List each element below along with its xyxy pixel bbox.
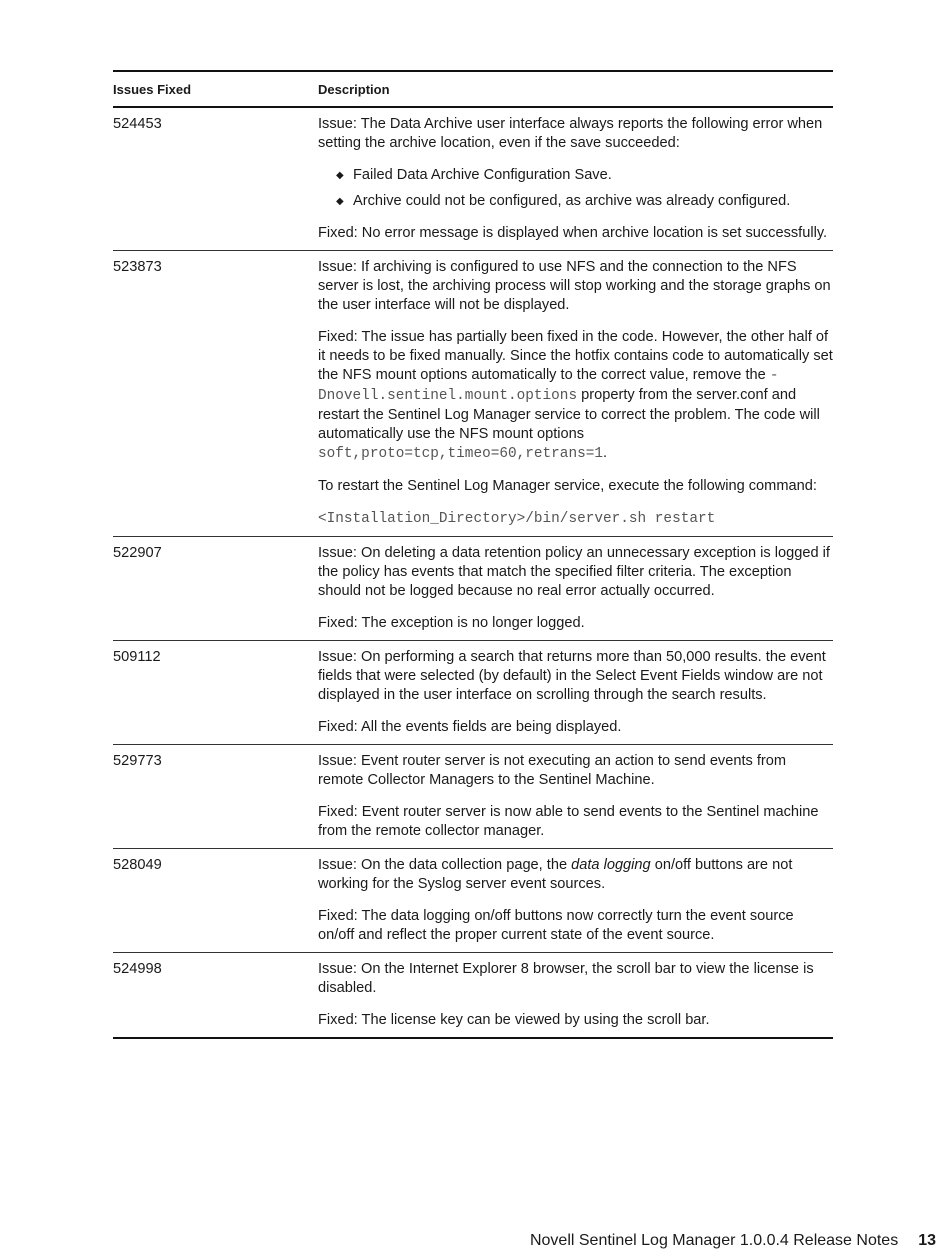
table-row [113,537,833,641]
issue-text: Issue: If archiving is configured to use NFS and the connection to the NFS server is lost, the archiving process will stop working and the storage graphs on the user interface will not be displayed. [318,259,831,313]
issue-description [318,107,833,251]
issue-id: 524453 [113,116,162,132]
table-row [113,107,833,251]
property-code: -Dnovell.sentinel.mount.options [318,368,779,404]
release-notes-page [113,70,833,1039]
page-footer [530,1232,936,1250]
issue-text: Issue: The Data Archive user interface always reports the following error when setting the archive location, even if the save succeeded: [318,116,823,151]
issue-text: Issue: On the data collection page, the data logging on/off buttons are not working for the Syslog server event sources. [318,857,793,892]
issues-fixed-table [113,70,833,1039]
issue-text: Issue: Event router server is not executing an action to send events from remote Collector Managers to the Sentinel Machine. [318,753,787,788]
diamond-bullet-icon: ◆ [336,170,344,181]
fixed-text: Fixed: The exception is no longer logged. [318,615,585,631]
table-row [113,641,833,745]
restart-command: <Installation_Directory>/bin/server.sh restart [318,511,716,527]
issue-id: 529773 [113,753,162,769]
issue-description [318,745,833,849]
fixed-text: Fixed: Event router server is now able to send events to the Sentinel machine from the remote collector manager. [318,804,819,839]
issue-id: 522907 [113,545,162,561]
diamond-bullet-icon: ◆ [336,196,344,207]
fixed-text: Fixed: All the events fields are being displayed. [318,719,622,735]
table-header-row [113,71,833,107]
table-row [113,251,833,537]
issue-description [318,849,833,953]
issue-description [318,953,833,1039]
fixed-text: Fixed: The issue has partially been fixed in the code. However, the other half of it needs to be fixed manually. Since the hotfix contains code to automatically set the NFS mount options automatically to the correct value, remove the -Dnovell.sentinel.mount.options property from the server.conf and restart the Sentinel Log Manager service to correct the problem. The code will automatically use the NFS mount options soft,proto=tcp,timeo=60,retrans=1. [318,329,833,462]
error-list [318,166,833,211]
issue-id: 509112 [113,649,161,665]
data-logging-emphasis: data logging [571,857,651,873]
fixed-text: Fixed: The license key can be viewed by using the scroll bar. [318,1012,710,1028]
fixed-text: Fixed: The data logging on/off buttons now correctly turn the event source on/off and reflect the proper current state of the event source. [318,908,794,943]
table-row [113,745,833,849]
mount-options-code: soft,proto=tcp,timeo=60,retrans=1 [318,446,603,462]
page-number: 13 [918,1232,936,1249]
issue-id: 523873 [113,259,162,275]
issue-text: Issue: On performing a search that returns more than 50,000 results. the event fields that were selected (by default) in the Select Event Fields window are not displayed in the user interface on scrolling through the search results. [318,649,826,703]
issue-description [318,251,833,537]
issue-text: Issue: On deleting a data retention policy an unnecessary exception is logged if the policy has events that match the specified filter criteria. The exception should not be logged because no real error actually occurred. [318,545,830,599]
document-title: Novell Sentinel Log Manager 1.0.0.4 Release Notes [529,1232,899,1249]
table-row [113,849,833,953]
restart-instructions: To restart the Sentinel Log Manager service, execute the following command: [318,478,817,494]
header-issues-fixed: Issues Fixed [113,82,192,97]
fixed-text: Fixed: No error message is displayed when archive location is set successfully. [318,225,828,241]
issue-id: 528049 [113,857,162,873]
issue-description [318,641,833,745]
issue-description [318,537,833,641]
list-item: ◆ Failed Data Archive Configuration Save. [336,167,612,183]
issue-id: 524998 [113,961,162,977]
issue-text: Issue: On the Internet Explorer 8 browser, the scroll bar to view the license is disabled. [318,961,814,996]
list-item: ◆ Archive could not be configured, as archive was already configured. [336,193,791,209]
header-description: Description [318,82,390,97]
table-row [113,953,833,1039]
